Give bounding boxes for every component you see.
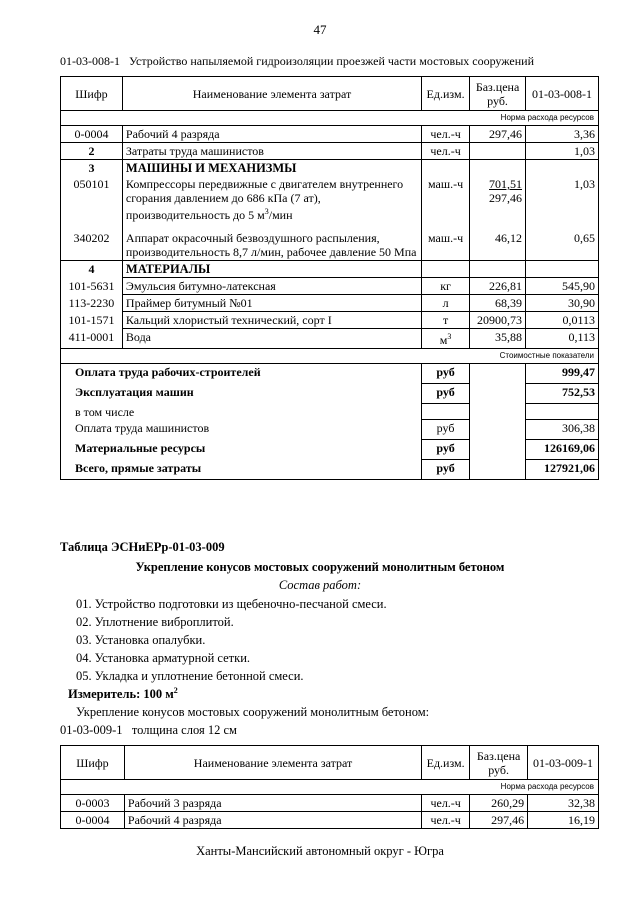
norm-header: Норма расхода ресурсов xyxy=(61,111,599,126)
summary-name: в том числе xyxy=(61,404,422,420)
row-name: Рабочий 4 разряда xyxy=(122,126,421,143)
row-value: 1,03 xyxy=(526,143,599,160)
row-name: Праймер битумный №01 xyxy=(122,295,421,312)
row-code: 2 xyxy=(61,143,123,160)
summary-value: 127921,06 xyxy=(526,460,599,480)
row-price: 297,46 xyxy=(470,126,526,143)
item-code-line: 01-03-009-1 толщина слоя 12 см xyxy=(60,723,237,737)
description: Укрепление конусов мостовых сооружений монолитным бетоном: xyxy=(76,705,430,719)
group-title: МАШИНЫ И МЕХАНИЗМЫ xyxy=(122,160,421,177)
summary-unit: руб xyxy=(422,420,470,440)
row-price: 701,51 297,46 xyxy=(470,176,526,223)
page-number: 47 xyxy=(313,22,327,37)
row-name: Затраты труда машинистов xyxy=(122,143,421,160)
header-name: Наименование элемента затрат xyxy=(122,77,421,111)
summary-unit: руб xyxy=(422,364,470,384)
resource-table-1 xyxy=(60,76,599,480)
row-price: 297,46 xyxy=(470,812,528,829)
summary-name: Оплата труда рабочих-строителей xyxy=(61,364,422,384)
row-unit: чел.-ч xyxy=(422,795,470,812)
work-item: 01. Устройство подготовки из щебеночно-песчаной смеси. xyxy=(76,597,387,611)
summary-value: 126169,06 xyxy=(526,440,599,460)
work-item: 03. Установка опалубки. xyxy=(76,633,206,647)
row-value: 1,03 xyxy=(526,176,599,223)
row-price: 68,39 xyxy=(470,295,526,312)
header-unit: Ед.изм. xyxy=(422,746,470,780)
row-unit: т xyxy=(422,312,470,329)
measure-unit: Измеритель: 100 $м^2$ xyxy=(68,686,178,702)
section-title: Устройство напыляемой гидроизоляции проезжей части мостовых сооружений xyxy=(129,54,534,68)
header-price: Баз.цена руб. xyxy=(470,746,528,780)
summary-value: 999,47 xyxy=(526,364,599,384)
works-title: Состав работ: xyxy=(278,578,362,592)
header-name: Наименование элемента затрат xyxy=(124,746,421,780)
row-unit: чел.-ч xyxy=(422,126,470,143)
summary-name: Материальные ресурсы xyxy=(61,440,422,460)
row-code: 340202 xyxy=(61,223,123,261)
table-title: Укрепление конусов мостовых сооружений монолитным бетоном xyxy=(135,560,505,574)
summary-name: Всего, прямые затраты xyxy=(61,460,422,480)
row-code: 101-5631 xyxy=(61,278,123,295)
row-price: 260,29 xyxy=(470,795,528,812)
row-name: Рабочий 4 разряда xyxy=(124,812,421,829)
work-item: 05. Укладка и уплотнение бетонной смеси. xyxy=(76,669,304,683)
row-code: 0-0004 xyxy=(61,126,123,143)
row-name: Рабочий 3 разряда xyxy=(124,795,421,812)
row-code: 113-2230 xyxy=(61,295,123,312)
summary-unit: руб xyxy=(422,440,470,460)
section-code: 01-03-008-1 xyxy=(60,54,120,68)
row-code: 101-1571 xyxy=(61,312,123,329)
row-unit: чел.-ч xyxy=(422,143,470,160)
row-value: 32,38 xyxy=(528,795,599,812)
norm-header: Норма расхода ресурсов xyxy=(61,780,599,795)
row-unit: маш.-ч xyxy=(422,176,470,223)
row-value: 0,113 xyxy=(526,329,599,349)
page-footer: Ханты-Мансийский автономный округ - Югра xyxy=(196,844,444,858)
table-label: Таблица ЭСНиЕРр-01-03-009 xyxy=(60,540,225,554)
row-unit: $м^3$ xyxy=(422,329,470,349)
row-name: Вода xyxy=(122,329,421,349)
row-name: Кальций хлористый технический, сорт I xyxy=(122,312,421,329)
header-code: Шифр xyxy=(61,746,125,780)
row-code: 411-0001 xyxy=(61,329,123,349)
header-column: 01-03-008-1 xyxy=(526,77,599,111)
row-value: 0,0113 xyxy=(526,312,599,329)
row-code: 050101 xyxy=(61,176,123,223)
section-caption xyxy=(60,54,534,69)
summary-name: Оплата труда машинистов xyxy=(61,420,422,440)
row-name: Эмульсия битумно-латексная xyxy=(122,278,421,295)
summary-value: 752,53 xyxy=(526,384,599,404)
row-value: 30,90 xyxy=(526,295,599,312)
row-unit: чел.-ч xyxy=(422,812,470,829)
row-unit: кг xyxy=(422,278,470,295)
resource-table-2 xyxy=(60,745,599,829)
row-price: 226,81 xyxy=(470,278,526,295)
summary-unit: руб xyxy=(422,460,470,480)
row-price: 20900,73 xyxy=(470,312,526,329)
row-value: 16,19 xyxy=(528,812,599,829)
row-code: 0-0003 xyxy=(61,795,125,812)
group-code: 3 xyxy=(61,160,123,177)
group-title: МАТЕРИАЛЫ xyxy=(122,261,421,278)
row-value: 0,65 xyxy=(526,223,599,261)
header-column: 01-03-009-1 xyxy=(528,746,599,780)
row-price: 35,88 xyxy=(470,329,526,349)
header-unit: Ед.изм. xyxy=(422,77,470,111)
row-price: 46,12 xyxy=(470,223,526,261)
group-code: 4 xyxy=(61,261,123,278)
summary-unit: руб xyxy=(422,384,470,404)
row-value: 3,36 xyxy=(526,126,599,143)
row-name: Компрессоры передвижные с двигателем внутреннего сгорания давлением до 686 кПа (7 ат), производительность до 5 $м^3$/мин xyxy=(122,176,421,223)
row-unit: л xyxy=(422,295,470,312)
summary-name: Эксплуатация машин xyxy=(61,384,422,404)
summary-value: 306,38 xyxy=(526,420,599,440)
row-name: Аппарат окрасочный безвоздушного распыления, производительность 8,7 л/мин, рабочее давление 50 Мпа xyxy=(122,223,421,261)
row-value: 545,90 xyxy=(526,278,599,295)
header-code: Шифр xyxy=(61,77,123,111)
header-price: Баз.цена руб. xyxy=(470,77,526,111)
work-item: 04. Установка арматурной сетки. xyxy=(76,651,251,665)
row-code: 0-0004 xyxy=(61,812,125,829)
work-item: 02. Уплотнение виброплитой. xyxy=(76,615,234,629)
cost-header: Стоимостные показатели xyxy=(61,349,599,364)
row-unit: маш.-ч xyxy=(422,223,470,261)
